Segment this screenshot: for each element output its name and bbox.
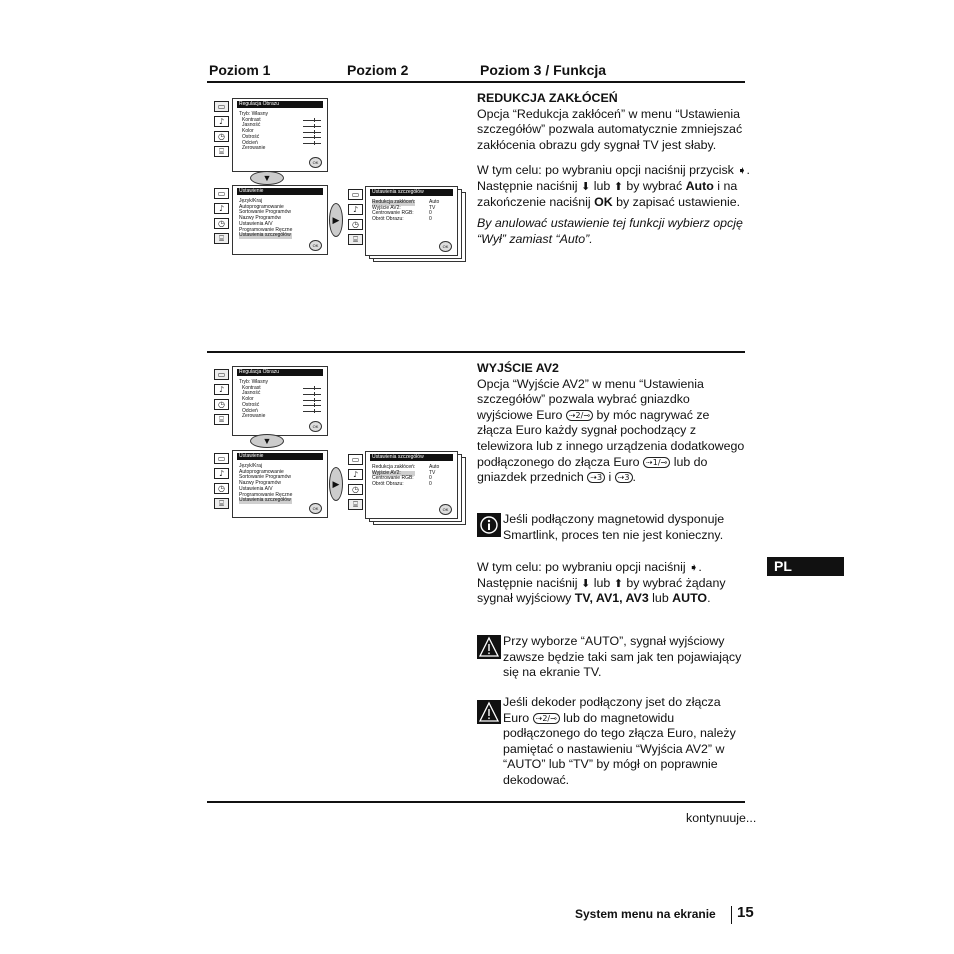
sound-note-icon: ♪ [348,469,363,480]
level1-heading: Poziom 1 [209,62,271,78]
menu-item: Programowanie Ręczne [239,226,293,233]
menu-item: Ostrość [242,401,260,408]
menu-item: Sortowanie Programów [239,209,291,216]
sound-note-icon: ♪ [214,203,229,214]
setup-menu-title: Ustawienie [237,188,323,195]
picture-tv-icon: ▭ [214,188,229,199]
menu-value: 0 [429,216,432,223]
ok-button-icon: OK [309,503,322,514]
menu-item: Centrowanie RGB: [372,475,414,482]
slider-bar [303,143,321,144]
info-icon [477,513,501,537]
warning-icon [477,700,501,724]
picture-menu [211,98,328,172]
menu-item: Tryb: Własny [239,379,268,385]
menu-item: Tryb: Własny [239,111,268,117]
picture-tv-icon: ▭ [214,453,229,464]
timer-clock-icon: ◷ [214,131,229,142]
menu-item: Wyjście AV2: [372,204,401,211]
front-input-icon: ⇢3 [587,472,605,483]
menu-item: Język/Kraj [239,198,263,204]
details-menu-title: Ustawienia szczegółów [370,189,453,196]
timer-clock-icon: ◷ [348,484,363,495]
slider-bar [303,132,321,133]
details-menu [345,186,462,262]
menu-item: Kolor [242,396,254,403]
section2-warning1: Przy wyborze “AUTO”, sygnał wyjściowy zawsze będzie taki sam jak ten pojawiający się na ekranie TV. [503,634,742,680]
picture-tv-icon: ▭ [214,369,229,380]
menu-item: Programowanie Ręczne [239,491,293,498]
menu-item: Kolor [242,128,254,135]
menu-item: Odcień [242,407,258,414]
setup-case-icon: ⌸ [348,499,363,510]
picture-menu-title: Regulacja Obrazu [237,101,323,108]
picture-tv-icon: ▭ [214,101,229,112]
slider-bar [303,120,321,121]
menu-value: 0 [429,210,432,217]
menu-value: 0 [429,475,432,482]
ok-button-icon: OK [309,421,322,432]
section2-paragraph1: Opcja “Wyjście AV2” w menu “Ustawienia szczegółów” pozwala wybrać gniazdko wyjściowe Euro ⇢2/⊸ by móc nagrywać ze złącza Euro każdy sygnał pochodzący z telewizora lub z innego urządzenia dodatkowego podłączonego do złącza Euro ⇢1/⊸ lub do gniazdek przednich ⇢3 i ⇢3 . [477,376,745,485]
details-menu [345,451,462,525]
timer-clock-icon: ◷ [214,483,229,494]
slider-bar [303,405,321,406]
menu-value: Auto [429,199,440,205]
menu-item: Autoprogramowanie [239,468,284,475]
bottom-rule [207,801,745,803]
setup-menu [211,450,328,518]
section2-warning2: Jeśli dekoder podłączony jset do złącza Euro ⇢2/⊸ lub do magnetowidu podłączonego do tego złącza Euro, należy pamiętać o nastawieniu “Wyjścia AV2” w “AUTO” lub “TV” by mógł on poprawnie dekodować. [503,695,736,787]
menu-item: Odcień [242,139,258,146]
menu-item: Centrowanie RGB: [372,210,414,217]
menu-item: Obrót Obrazu: [372,216,404,223]
menu-item: Język/Kraj [239,463,263,469]
sound-note-icon: ♪ [214,384,229,395]
menu-item: Obrót Obrazu: [372,481,404,488]
menu-item-selected: Redukcja zakłóceń: [372,199,416,205]
slider-bar [303,126,321,127]
ok-button-icon: OK [439,504,452,515]
section2-info-note: Jeśli podłączony magnetowid dysponuje Smartlink, proces ten nie jest konieczny. [503,512,725,542]
euro-scart-socket-icon: ⇢2/⊸ [566,410,593,421]
menu-item-selected: Wyjście AV2: [372,471,415,477]
ok-button-icon: OK [309,157,322,168]
footer-title: System menu na ekranie [575,907,716,921]
menu-item-selected: Ustawienia szczegółów [239,497,291,504]
section2-text [477,361,745,486]
down-arrow-icon: ⬇ [581,576,591,590]
level3-heading: Poziom 3 / Funkcja [480,62,607,78]
menu-item: Zerowanie [242,413,266,420]
level2-heading: Poziom 2 [347,62,409,78]
picture-tv-icon: ▭ [348,454,363,465]
menu-item: Autoprogramowanie [239,203,284,210]
sound-note-icon: ♪ [214,468,229,479]
menu-value: 0 [429,481,432,488]
menu-value: Auto [429,464,440,470]
menu-item: Kontrast [242,116,261,123]
setup-case-icon: ⌸ [348,234,363,245]
menu-item: Sortowanie Programów [239,474,291,481]
menu-item: Zerowanie [242,145,266,152]
picture-menu [211,366,328,436]
continued-label: kontynuuje... [686,811,757,825]
menu-item: Kontrast [242,384,261,391]
up-arrow-icon: ⬆ [613,576,623,590]
down-arrow-icon: ⬇ [581,179,591,193]
slider-bar [303,400,321,401]
header-rule [207,81,745,83]
section1-paragraph3: By anulować ustawienie tej funkcji wybierz opcję “Wył” zamiast “Auto”. [477,216,743,246]
menu-item: Ostrość [242,133,260,140]
setup-menu [211,185,328,255]
slider-bar [303,411,321,412]
section2-paragraph2: W tym celu: po wybraniu opcji naciśnij ➧. Następnie naciśnij ⬇ lub ⬆ by wybrać żądany sygnał wyjściowy TV, AV1, AV3 lub AUTO. [477,560,726,606]
menu-item: Redukcja zakłóceń: [372,464,416,470]
menu-item: Ustawienia A/V [239,485,273,492]
section1-text [477,91,752,247]
menu-item-selected: Ustawienia szczegółów [239,232,291,239]
right-arrow-icon: ➧ [689,561,699,574]
section2-heading: WYJŚCIE AV2 [477,361,559,375]
menu-item: Jasność [242,122,261,129]
menu-item: Nazwy Programów [239,215,281,222]
sound-note-icon: ♪ [348,204,363,215]
page-number: 15 [737,904,754,921]
setup-menu-title: Ustawienie [237,453,323,460]
section-rule [207,351,745,353]
menu-item: Nazwy Programów [239,480,281,487]
slider-bar [303,394,321,395]
ok-button-icon: OK [309,240,322,251]
right-arrow-icon: ▶ [329,203,343,237]
down-arrow-icon: ▼ [250,171,284,185]
footer-divider [731,906,732,924]
warning-icon [477,635,501,659]
up-arrow-icon: ⬆ [613,179,623,193]
timer-clock-icon: ◷ [348,219,363,230]
picture-tv-icon: ▭ [348,189,363,200]
ok-button-icon: OK [439,241,452,252]
front-input-icon: ⇢3 [615,472,633,483]
section1-heading: REDUKCJA ZAKŁÓCEŃ [477,91,618,105]
setup-case-icon: ⌸ [214,414,229,425]
slider-bar [303,388,321,389]
slider-bar [303,137,321,138]
menu-value: TV [429,469,436,476]
picture-menu-title: Regulacja Obrazu [237,369,323,376]
right-arrow-icon: ➧ [737,164,747,178]
menu-value: TV [429,204,436,211]
euro-scart-socket-icon: ⇢2/⊸ [533,713,560,724]
timer-clock-icon: ◷ [214,399,229,410]
section1-paragraph1: Opcja “Redukcja zakłóceń” w menu “Ustawienia szczegółów” pozwala automatycznie zmniejszać zakłócenia obrazu gdy sygnał TV jest słaby. [477,106,743,152]
details-menu-title: Ustawienia szczegółów [370,454,453,461]
right-arrow-icon: ▶ [329,467,343,501]
timer-clock-icon: ◷ [214,218,229,229]
section1-paragraph2: W tym celu: po wybraniu opcji naciśnij przycisk ➧. Następnie naciśnij ⬇ lub ⬆ by wybrać Auto i na zakończenie naciśnij OK by zapisać ustawienie. [477,163,750,209]
menu-item: Jasność [242,390,261,397]
setup-case-icon: ⌸ [214,146,229,157]
down-arrow-icon: ▼ [250,434,284,448]
euro-scart-socket-icon: ⇢1/⊸ [643,457,670,468]
language-tab: PL [767,557,844,576]
menu-item: Ustawienia A/V [239,220,273,227]
sound-note-icon: ♪ [214,116,229,127]
setup-case-icon: ⌸ [214,498,229,509]
setup-case-icon: ⌸ [214,233,229,244]
